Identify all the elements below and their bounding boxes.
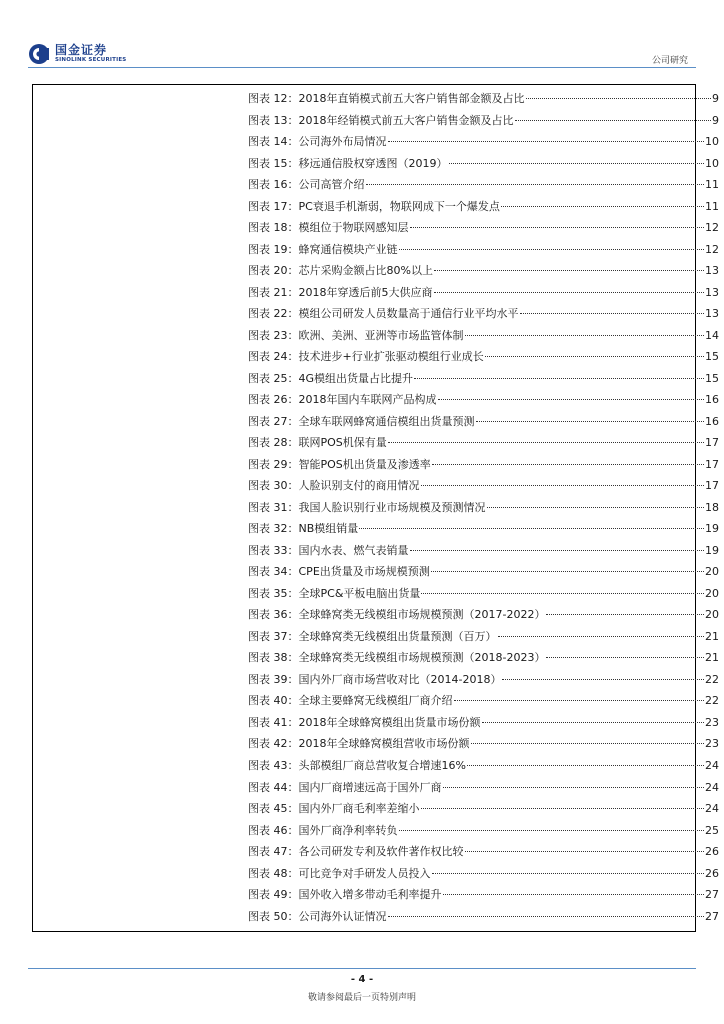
figure-label: 图表 25： xyxy=(248,371,299,385)
dot-leader xyxy=(502,679,704,680)
page-header xyxy=(28,40,696,70)
figure-title: 2018年全球蜂窝模组出货量市场份额 xyxy=(298,715,481,729)
figure-title: 国内厂商增速远高于国外厂商 xyxy=(298,780,442,794)
toc-entry[interactable] xyxy=(248,346,719,368)
toc-entry[interactable] xyxy=(248,110,719,132)
dot-leader xyxy=(487,507,705,508)
figure-label: 图表 20： xyxy=(248,264,299,278)
figure-title: 欧洲、美洲、亚洲等市场监管体制 xyxy=(298,328,464,342)
toc-entry[interactable] xyxy=(248,88,719,110)
figure-label: 图表 29： xyxy=(248,457,299,471)
figure-page-number: 15 xyxy=(705,371,719,385)
dot-leader xyxy=(421,485,705,486)
dot-leader xyxy=(471,743,705,744)
figure-page-number: 13 xyxy=(705,285,719,299)
figure-label: 图表 13： xyxy=(248,113,299,127)
figure-title: 我国人脸识别行业市场规模及预测情况 xyxy=(298,500,486,514)
figure-label: 图表 49： xyxy=(248,888,299,902)
figure-label: 图表 33： xyxy=(248,543,299,557)
toc-entry[interactable] xyxy=(248,153,719,175)
dot-leader xyxy=(454,700,705,701)
dot-leader xyxy=(465,851,705,852)
dot-leader xyxy=(498,636,705,637)
figure-title: PC衰退手机渐弱，物联网成下一个爆发点 xyxy=(298,199,500,213)
figure-page-number: 22 xyxy=(705,694,719,708)
report-type: 公司研究 xyxy=(651,56,688,66)
figure-page-number: 20 xyxy=(705,608,719,622)
figure-label: 图表 28： xyxy=(248,436,299,450)
disclaimer: 敬请参阅最后一页特别声明 xyxy=(307,993,416,1003)
dot-leader xyxy=(399,249,705,250)
figure-page-number: 16 xyxy=(705,393,719,407)
figure-title: 国外收入增多带动毛利率提升 xyxy=(298,888,442,902)
figure-page-number: 23 xyxy=(705,737,719,751)
figure-list xyxy=(248,88,719,927)
figure-list-box xyxy=(32,84,719,932)
toc-entry[interactable] xyxy=(248,282,719,304)
dot-leader xyxy=(482,722,705,723)
figure-page-number: 25 xyxy=(705,823,719,837)
dot-leader xyxy=(476,421,705,422)
figure-label: 图表 18： xyxy=(248,221,299,235)
figure-label: 图表 45： xyxy=(248,802,299,816)
dot-leader xyxy=(431,571,704,572)
figure-page-number: 19 xyxy=(705,543,719,557)
dot-leader xyxy=(443,894,705,895)
figure-page-number: 20 xyxy=(705,586,719,600)
figure-label: 图表 31： xyxy=(248,500,299,514)
footer-divider xyxy=(28,968,696,969)
toc-entry[interactable] xyxy=(248,647,719,669)
toc-entry[interactable] xyxy=(248,303,719,325)
figure-title: 2018年经销模式前五大客户销售金额及占比 xyxy=(298,113,514,127)
figure-title: 2018年全球蜂窝模组营收市场份额 xyxy=(298,737,470,751)
dot-leader xyxy=(515,120,712,121)
dot-leader xyxy=(366,184,705,185)
figure-label: 图表 19： xyxy=(248,242,299,256)
figure-title: 人脸识别支付的商用情况 xyxy=(298,479,420,493)
dot-leader xyxy=(421,808,705,809)
toc-entry[interactable] xyxy=(248,669,719,691)
figure-label: 图表 47： xyxy=(248,845,299,859)
figure-page-number: 17 xyxy=(705,436,719,450)
figure-page-number: 15 xyxy=(705,350,719,364)
figure-title: 全球PC&平板电脑出货量 xyxy=(298,586,421,600)
figure-title: 国外厂商净利率转负 xyxy=(298,823,398,837)
dot-leader xyxy=(434,292,705,293)
figure-page-number: 22 xyxy=(705,672,719,686)
figure-title: 可比竞争对手研发人员投入 xyxy=(298,866,431,880)
figure-label: 图表 44： xyxy=(248,780,299,794)
figure-page-number: 26 xyxy=(705,866,719,880)
toc-entry[interactable] xyxy=(248,432,719,454)
figure-label: 图表 34： xyxy=(248,565,299,579)
dot-leader xyxy=(410,227,705,228)
figure-page-number: 11 xyxy=(705,178,719,192)
figure-label: 图表 30： xyxy=(248,479,299,493)
company-logo xyxy=(28,40,126,68)
figure-label: 图表 41： xyxy=(248,715,299,729)
toc-entry[interactable] xyxy=(248,196,719,218)
figure-title: 技术进步+行业扩张驱动模组行业成长 xyxy=(298,350,484,364)
figure-title: 头部模组厂商总营收复合增速16% xyxy=(298,758,466,772)
page-number: - 4 - xyxy=(350,974,374,985)
figure-page-number: 24 xyxy=(705,758,719,772)
figure-label: 图表 21： xyxy=(248,285,299,299)
dot-leader xyxy=(449,163,705,164)
figure-label: 图表 37： xyxy=(248,629,299,643)
figure-page-number: 23 xyxy=(705,715,719,729)
figure-page-number: 14 xyxy=(705,328,719,342)
figure-label: 图表 50： xyxy=(248,909,299,923)
dot-leader xyxy=(388,442,704,443)
figure-page-number: 11 xyxy=(705,199,719,213)
figure-title: 2018年直销模式前五大客户销售部金额及占比 xyxy=(298,92,525,105)
figure-page-number: 13 xyxy=(705,264,719,278)
toc-entry[interactable] xyxy=(248,884,719,906)
dot-leader xyxy=(546,614,704,615)
dot-leader xyxy=(432,464,704,465)
figure-page-number: 10 xyxy=(705,135,719,149)
figure-label: 图表 14： xyxy=(248,135,299,149)
figure-title: 公司海外布局情况 xyxy=(298,135,387,149)
figure-title: 智能POS机出货量及渗透率 xyxy=(298,457,431,471)
figure-label: 图表 38： xyxy=(248,651,299,665)
toc-entry[interactable] xyxy=(248,798,719,820)
figure-title: 全球蜂窝类无线模组出货量预测（百万） xyxy=(298,629,497,643)
dot-leader xyxy=(359,528,704,529)
figure-page-number: 19 xyxy=(705,522,719,536)
figure-title: 4G模组出货量占比提升 xyxy=(298,371,414,385)
figure-title: 全球主要蜂窝无线模组厂商介绍 xyxy=(298,694,453,708)
toc-entry[interactable] xyxy=(248,260,719,282)
dot-leader xyxy=(520,313,705,314)
dot-leader xyxy=(526,98,712,99)
figure-title: 国内水表、燃气表销量 xyxy=(298,543,409,557)
dot-leader xyxy=(388,141,705,142)
figure-title: 全球蜂窝类无线模组市场规模预测（2017-2022） xyxy=(298,608,546,622)
figure-label: 图表 17： xyxy=(248,199,299,213)
dot-leader xyxy=(546,657,704,658)
figure-page-number: 9 xyxy=(712,113,719,127)
figure-page-number: 9 xyxy=(712,92,719,105)
dot-leader xyxy=(443,787,705,788)
figure-page-number: 16 xyxy=(705,414,719,428)
toc-entry[interactable] xyxy=(248,841,719,863)
figure-page-number: 18 xyxy=(705,500,719,514)
figure-label: 图表 24： xyxy=(248,350,299,364)
figure-label: 图表 43： xyxy=(248,758,299,772)
toc-entry[interactable] xyxy=(248,174,719,196)
dot-leader xyxy=(421,593,704,594)
toc-entry[interactable] xyxy=(248,561,719,583)
figure-title: 国内外厂商市场营收对比（2014-2018） xyxy=(298,672,502,686)
figure-page-number: 26 xyxy=(705,845,719,859)
dot-leader xyxy=(485,356,704,357)
figure-title: 全球蜂窝类无线模组市场规模预测（2018-2023） xyxy=(298,651,546,665)
figure-page-number: 20 xyxy=(705,565,719,579)
toc-entry[interactable] xyxy=(248,820,719,842)
figure-label: 图表 36： xyxy=(248,608,299,622)
toc-entry[interactable] xyxy=(248,906,719,928)
figure-label: 图表 23： xyxy=(248,328,299,342)
figure-page-number: 24 xyxy=(705,802,719,816)
figure-page-number: 27 xyxy=(705,909,719,923)
dot-leader xyxy=(501,206,704,207)
figure-label: 图表 32： xyxy=(248,522,299,536)
figure-title: 全球车联网蜂窝通信模组出货量预测 xyxy=(298,414,475,428)
figure-title: 公司高管介绍 xyxy=(298,178,365,192)
figure-label: 图表 12： xyxy=(248,92,299,105)
figure-page-number: 12 xyxy=(705,242,719,256)
toc-entry[interactable] xyxy=(248,733,719,755)
toc-entry[interactable] xyxy=(248,518,719,540)
header-divider xyxy=(28,67,696,68)
figure-title: CPE出货量及市场规模预测 xyxy=(298,565,430,579)
figure-page-number: 17 xyxy=(705,479,719,493)
sinolink-logo-icon xyxy=(28,43,50,65)
figure-label: 图表 16： xyxy=(248,178,299,192)
figure-page-number: 13 xyxy=(705,307,719,321)
toc-entry[interactable] xyxy=(248,131,719,153)
toc-entry[interactable] xyxy=(248,411,719,433)
dot-leader xyxy=(399,830,705,831)
logo-chinese-name: 国金证券 xyxy=(55,43,108,58)
toc-entry[interactable] xyxy=(248,777,719,799)
logo-english-name: SINOLINK SECURITIES xyxy=(55,57,127,64)
figure-title: 模组公司研发人员数量高于通信行业平均水平 xyxy=(298,307,519,321)
dot-leader xyxy=(465,335,705,336)
figure-title: 蜂窝通信模块产业链 xyxy=(298,242,398,256)
toc-entry[interactable] xyxy=(248,497,719,519)
figure-page-number: 27 xyxy=(705,888,719,902)
dot-leader xyxy=(467,765,704,766)
toc-entry[interactable] xyxy=(248,604,719,626)
figure-page-number: 10 xyxy=(705,156,719,170)
figure-page-number: 17 xyxy=(705,457,719,471)
figure-label: 图表 15： xyxy=(248,156,299,170)
toc-entry[interactable] xyxy=(248,863,719,885)
toc-entry[interactable] xyxy=(248,583,719,605)
toc-entry[interactable] xyxy=(248,690,719,712)
dot-leader xyxy=(438,399,705,400)
figure-label: 图表 48： xyxy=(248,866,299,880)
figure-title: 2018年穿透后前5大供应商 xyxy=(298,285,433,299)
figure-label: 图表 46： xyxy=(248,823,299,837)
figure-label: 图表 26： xyxy=(248,393,299,407)
figure-title: 芯片采购金额占比80%以上 xyxy=(298,264,433,278)
toc-entry[interactable] xyxy=(248,540,719,562)
figure-title: NB模组销量 xyxy=(298,522,359,536)
toc-entry[interactable] xyxy=(248,454,719,476)
figure-page-number: 21 xyxy=(705,651,719,665)
figure-page-number: 21 xyxy=(705,629,719,643)
figure-label: 图表 39： xyxy=(248,672,299,686)
figure-title: 2018年国内车联网产品构成 xyxy=(298,393,437,407)
toc-entry[interactable] xyxy=(248,239,719,261)
figure-label: 图表 22： xyxy=(248,307,299,321)
toc-entry[interactable] xyxy=(248,475,719,497)
figure-title: 移远通信股权穿透图（2019） xyxy=(298,156,448,170)
dot-leader xyxy=(432,873,705,874)
figure-page-number: 24 xyxy=(705,780,719,794)
toc-entry[interactable] xyxy=(248,712,719,734)
figure-label: 图表 42： xyxy=(248,737,299,751)
figure-title: 公司海外认证情况 xyxy=(298,909,387,923)
figure-title: 模组位于物联网感知层 xyxy=(298,221,409,235)
figure-page-number: 12 xyxy=(705,221,719,235)
dot-leader xyxy=(410,550,705,551)
figure-label: 图表 40： xyxy=(248,694,299,708)
figure-label: 图表 35： xyxy=(248,586,299,600)
figure-title: 各公司研发专利及软件著作权比较 xyxy=(298,845,464,859)
toc-entry[interactable] xyxy=(248,368,719,390)
dot-leader xyxy=(434,270,704,271)
toc-entry[interactable] xyxy=(248,626,719,648)
dot-leader xyxy=(414,378,704,379)
toc-entry[interactable] xyxy=(248,389,719,411)
toc-entry[interactable] xyxy=(248,217,719,239)
figure-title: 国内外厂商毛利率差缩小 xyxy=(298,802,420,816)
toc-entry[interactable] xyxy=(248,755,719,777)
figure-label: 图表 27： xyxy=(248,414,299,428)
figure-title: 联网POS机保有量 xyxy=(298,436,387,450)
dot-leader xyxy=(388,916,705,917)
toc-entry[interactable] xyxy=(248,325,719,347)
